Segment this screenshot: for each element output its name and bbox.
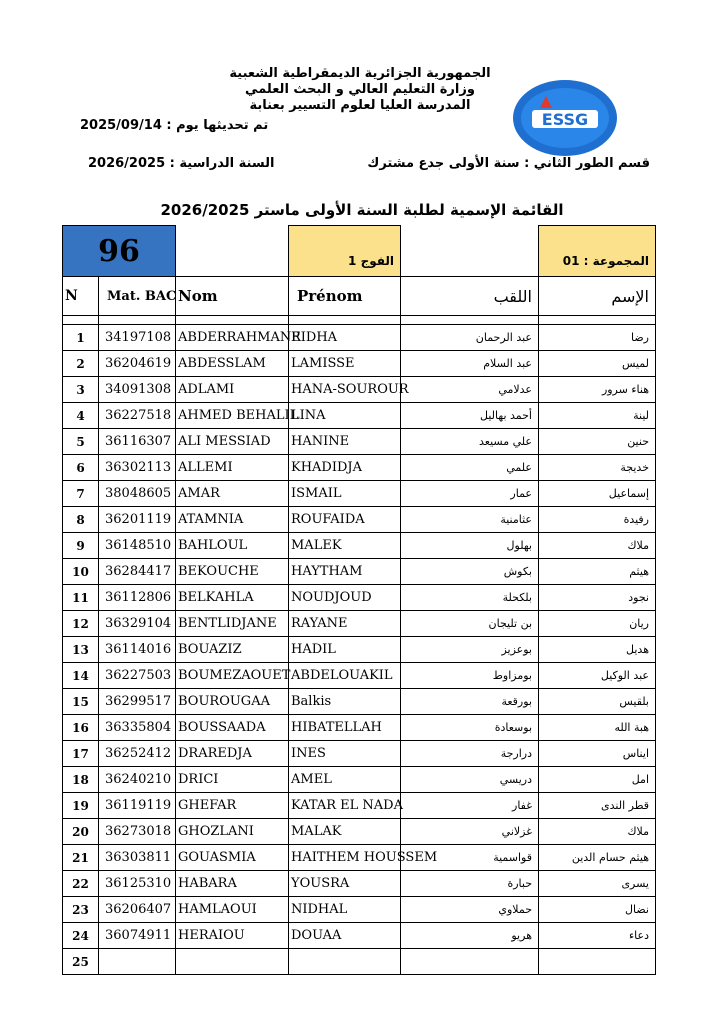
cell-nom: ADLAMI (176, 377, 289, 403)
student-count: 96 (63, 226, 176, 277)
table-row (63, 767, 656, 793)
cell-nom: AHMED BEHALIL (176, 403, 289, 429)
table-row (63, 507, 656, 533)
cell-ism: ريان (539, 611, 656, 637)
student-table (62, 225, 656, 975)
cell-ism: نضال (539, 897, 656, 923)
cell-ism: ملاك (539, 819, 656, 845)
cell-n: 25 (63, 949, 99, 975)
cell-laqab: بورقعة (401, 689, 539, 715)
cell-nom: ALI MESSIAD (176, 429, 289, 455)
cell-prenom: INES (289, 741, 401, 767)
cell-laqab: دريسي (401, 767, 539, 793)
cell-laqab: بن تليجان (401, 611, 539, 637)
cell-mat: 36119119 (99, 793, 176, 819)
table-row (63, 559, 656, 585)
cell-laqab: أحمد بهاليل (401, 403, 539, 429)
cell-laqab: علمي (401, 455, 539, 481)
cell-mat (99, 949, 176, 975)
table-row (63, 351, 656, 377)
fawj-label: الفوج 1 (289, 226, 401, 277)
header-republic: الجمهورية الجزائرية الديمقراطية الشعبية (229, 66, 491, 81)
cell-n: 2 (63, 351, 99, 377)
table-row (63, 871, 656, 897)
table-row (63, 403, 656, 429)
cell-n: 8 (63, 507, 99, 533)
table-row (63, 897, 656, 923)
cell-prenom: YOUSRA (289, 871, 401, 897)
cell-ism: بلقيس (539, 689, 656, 715)
cell-laqab: عثامنية (401, 507, 539, 533)
cell-mat: 36329104 (99, 611, 176, 637)
table-row (63, 533, 656, 559)
cell-ism: هبة الله (539, 715, 656, 741)
cell-n: 3 (63, 377, 99, 403)
col-header-ism: الإسم (539, 277, 656, 316)
cell-laqab: حبارة (401, 871, 539, 897)
cell-prenom: ROUFAIDA (289, 507, 401, 533)
cell-nom: HABARA (176, 871, 289, 897)
cell-prenom: HAYTHAM (289, 559, 401, 585)
table-row (63, 689, 656, 715)
cell-n: 13 (63, 637, 99, 663)
cell-prenom: AMEL (289, 767, 401, 793)
cell-laqab: بهلول (401, 533, 539, 559)
cell-mat: 36114016 (99, 637, 176, 663)
cell-nom: BENTLIDJANE (176, 611, 289, 637)
cell-laqab: بومزاوط (401, 663, 539, 689)
table-row (63, 455, 656, 481)
cell-mat: 36074911 (99, 923, 176, 949)
cell-prenom: RIDHA (289, 325, 401, 351)
cell-prenom: RAYANE (289, 611, 401, 637)
col-header-mat: Mat. BAC (99, 277, 176, 316)
cell-prenom: HANA-SOUROUR (289, 377, 401, 403)
cell-ism: إسماعيل (539, 481, 656, 507)
table-row (63, 715, 656, 741)
cell-laqab: بوسعادة (401, 715, 539, 741)
cell-n: 11 (63, 585, 99, 611)
cell-prenom: DOUAA (289, 923, 401, 949)
table-row (63, 377, 656, 403)
cell-prenom: ABDELOUAKIL (289, 663, 401, 689)
essg-logo (510, 78, 620, 158)
cell-laqab: عبد الرحمان (401, 325, 539, 351)
col-header-laqab: اللقب (401, 277, 539, 316)
cell-nom: BEKOUCHE (176, 559, 289, 585)
update-date: تم تحديثها يوم : 2025/09/14 (80, 118, 269, 133)
cell-mat: 36302113 (99, 455, 176, 481)
cell-mat: 34091308 (99, 377, 176, 403)
cell-laqab: علي مسيعد (401, 429, 539, 455)
cell-n: 24 (63, 923, 99, 949)
cell-n: 1 (63, 325, 99, 351)
cell-laqab: بلكحلة (401, 585, 539, 611)
col-header-n: N (63, 277, 99, 316)
cell-prenom: KATAR EL NADA (289, 793, 401, 819)
cell-ism: قطر الندى (539, 793, 656, 819)
cell-ism: رفيدة (539, 507, 656, 533)
cell-ism: لميس (539, 351, 656, 377)
cell-n: 17 (63, 741, 99, 767)
cell-mat: 36240210 (99, 767, 176, 793)
table-row (63, 663, 656, 689)
cell-laqab: عمار (401, 481, 539, 507)
cell-ism: عبد الوكيل (539, 663, 656, 689)
cell-prenom: HADIL (289, 637, 401, 663)
cell-nom: BOUAZIZ (176, 637, 289, 663)
cell-prenom: KHADIDJA (289, 455, 401, 481)
cell-nom: DRICI (176, 767, 289, 793)
col-header-prenom: Prénom (289, 277, 401, 316)
cell-mat: 36303811 (99, 845, 176, 871)
cell-n: 15 (63, 689, 99, 715)
cell-laqab: عبد السلام (401, 351, 539, 377)
cell-prenom: HAITHEM HOUSSEM (289, 845, 401, 871)
cell-prenom: MALEK (289, 533, 401, 559)
table-row (63, 325, 656, 351)
cell-mat: 36273018 (99, 819, 176, 845)
table-row (63, 923, 656, 949)
cell-mat: 36125310 (99, 871, 176, 897)
table-row (63, 429, 656, 455)
cell-n: 18 (63, 767, 99, 793)
cell-prenom: ISMAIL (289, 481, 401, 507)
table-row (63, 585, 656, 611)
table-row (63, 481, 656, 507)
department-label: قسم الطور الثاني : سنة الأولى جدع مشترك (367, 156, 650, 171)
cell-ism: حنين (539, 429, 656, 455)
cell-mat: 38048605 (99, 481, 176, 507)
cell-nom: BOUSSAADA (176, 715, 289, 741)
table-row (63, 611, 656, 637)
cell-ism: ملاك (539, 533, 656, 559)
cell-n: 21 (63, 845, 99, 871)
table-row (63, 845, 656, 871)
cell-laqab: حملاوي (401, 897, 539, 923)
cell-ism: امل (539, 767, 656, 793)
logo-text: ESSG (541, 110, 589, 129)
cell-ism: ايناس (539, 741, 656, 767)
cell-ism: هيثم (539, 559, 656, 585)
cell-mat: 36299517 (99, 689, 176, 715)
cell-mat: 36252412 (99, 741, 176, 767)
cell-mat: 36335804 (99, 715, 176, 741)
cell-mat: 36204619 (99, 351, 176, 377)
cell-nom: HAMLAOUI (176, 897, 289, 923)
cell-nom: GHEFAR (176, 793, 289, 819)
page-title: القائمة الإسمية لطلبة السنة الأولى ماستر 2026/2025 (160, 201, 564, 219)
cell-nom: BELKAHLA (176, 585, 289, 611)
col-header-nom: Nom (176, 277, 289, 316)
header-ministry: وزارة التعليم العالي و البحث العلمي (245, 82, 475, 97)
cell-n: 12 (63, 611, 99, 637)
cell-laqab: عدلامي (401, 377, 539, 403)
cell-laqab: غفار (401, 793, 539, 819)
cell-prenom: NOUDJOUD (289, 585, 401, 611)
cell-mat: 36206407 (99, 897, 176, 923)
cell-prenom: LINA (289, 403, 401, 429)
cell-n: 19 (63, 793, 99, 819)
cell-ism: نجود (539, 585, 656, 611)
cell-mat: 36112806 (99, 585, 176, 611)
cell-laqab (401, 949, 539, 975)
cell-mat: 36227503 (99, 663, 176, 689)
table-row (63, 637, 656, 663)
cell-n: 10 (63, 559, 99, 585)
cell-n: 7 (63, 481, 99, 507)
cell-n: 5 (63, 429, 99, 455)
cell-mat: 36284417 (99, 559, 176, 585)
table-row (63, 741, 656, 767)
cell-nom: BOUMEZAOUET (176, 663, 289, 689)
cell-nom: AMAR (176, 481, 289, 507)
cell-prenom: Balkis (289, 689, 401, 715)
cell-ism: هيثم حسام الدين (539, 845, 656, 871)
cell-laqab: بوعزيز (401, 637, 539, 663)
table-row (63, 949, 656, 975)
cell-ism: لينة (539, 403, 656, 429)
cell-mat: 36227518 (99, 403, 176, 429)
table-row (63, 819, 656, 845)
cell-mat: 36201119 (99, 507, 176, 533)
cell-mat: 36116307 (99, 429, 176, 455)
cell-nom: GHOZLANI (176, 819, 289, 845)
cell-prenom: LAMISSE (289, 351, 401, 377)
table-row (63, 793, 656, 819)
cell-nom: HERAIOU (176, 923, 289, 949)
cell-n: 22 (63, 871, 99, 897)
cell-ism (539, 949, 656, 975)
cell-nom: ABDERRAHMANE (176, 325, 289, 351)
group-label: المجموعة : 01 (539, 226, 656, 277)
cell-nom: ATAMNIA (176, 507, 289, 533)
cell-nom: BAHLOUL (176, 533, 289, 559)
cell-ism: دعاء (539, 923, 656, 949)
cell-ism: رضا (539, 325, 656, 351)
cell-laqab: قواسمية (401, 845, 539, 871)
cell-n: 6 (63, 455, 99, 481)
cell-n: 9 (63, 533, 99, 559)
academic-year: السنة الدراسية : 2026/2025 (88, 156, 275, 171)
cell-mat: 34197108 (99, 325, 176, 351)
cell-laqab: بكوش (401, 559, 539, 585)
cell-prenom: NIDHAL (289, 897, 401, 923)
cell-nom (176, 949, 289, 975)
cell-ism: هديل (539, 637, 656, 663)
cell-nom: ALLEMI (176, 455, 289, 481)
cell-nom: ABDESSLAM (176, 351, 289, 377)
cell-n: 23 (63, 897, 99, 923)
cell-ism: يسرى (539, 871, 656, 897)
cell-prenom: HANINE (289, 429, 401, 455)
cell-laqab: درارجة (401, 741, 539, 767)
cell-mat: 36148510 (99, 533, 176, 559)
cell-laqab: غزلاني (401, 819, 539, 845)
cell-n: 4 (63, 403, 99, 429)
cell-nom: DRAREDJA (176, 741, 289, 767)
cell-laqab: هريو (401, 923, 539, 949)
cell-ism: هناء سرور (539, 377, 656, 403)
cell-n: 16 (63, 715, 99, 741)
cell-prenom: HIBATELLAH (289, 715, 401, 741)
cell-n: 20 (63, 819, 99, 845)
header-school: المدرسة العليا لعلوم التسيير بعنابة (249, 98, 471, 113)
cell-prenom: MALAK (289, 819, 401, 845)
cell-nom: BOUROUGAA (176, 689, 289, 715)
cell-nom: GOUASMIA (176, 845, 289, 871)
cell-prenom (289, 949, 401, 975)
cell-n: 14 (63, 663, 99, 689)
cell-ism: خديجة (539, 455, 656, 481)
